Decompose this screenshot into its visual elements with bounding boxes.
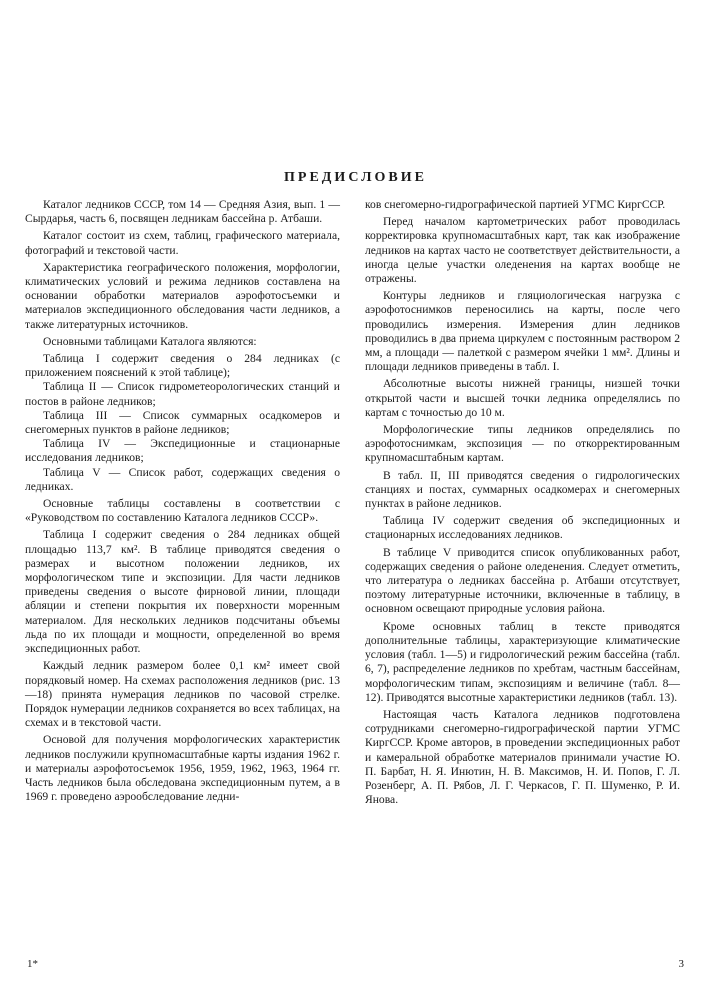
paragraph: Кроме основных таблиц в тексте приводятся дополнительные таблицы, характеризующие климатические условия (табл. 1—5) и гидрологический режим бассейна (табл. 6, 7), распределение ледников по хребтам, частным бассейнам, морфологическим типам, экспозициям и величине (табл. 8—12). Приводятся высотные характеристики ледников (табл. 13). bbox=[365, 619, 680, 704]
paragraph: Каталог ледников СССР, том 14 — Средняя Азия, вып. 1 — Сырдарья, часть 6, посвящен ледникам бассейна р. Атбаши. bbox=[25, 198, 340, 226]
paragraph: Таблица IV содержит сведения об экспедиционных и стационарных исследованиях ледников. bbox=[365, 514, 680, 542]
paragraph: Таблица V — Список работ, содержащих сведения о ледниках. bbox=[25, 465, 340, 493]
left-column bbox=[25, 198, 340, 807]
page-number: 3 bbox=[678, 958, 684, 970]
paragraph: Таблица I содержит сведения о 284 ледниках (с приложением пояснений к этой таблице); bbox=[25, 352, 340, 380]
paragraph: Абсолютные высоты нижней границы, низшей точки открытой части и высшей точки ледника определялись по картам с точностью до 10 м. bbox=[365, 377, 680, 419]
paragraph: Основой для получения морфологических характеристик ледников послужили крупномасштабные карты издания 1962 г. и материалы аэрофотосъемок 1956, 1959, 1962, 1963, 1964 гг. Часть ледников была обследована экспедиционным путем, а в 1969 г. проведено аэрообследование ледни- bbox=[25, 733, 340, 804]
paragraph: Таблица III — Список суммарных осадкомеров и снегомерных пунктов в районе ледников; bbox=[25, 408, 340, 437]
paragraph: Таблица II — Список гидрометеорологических станций и постов в районе ледников; bbox=[25, 380, 340, 408]
paragraph: В табл. II, III приводятся сведения о гидрологических станциях и постах, суммарных осадкомерах и снегомерных пунктах в районе ледников. bbox=[365, 468, 680, 511]
paragraph: Морфологические типы ледников определялись по аэрофотоснимкам, экспозиция — по откорректированным крупномасштабным картам. bbox=[365, 423, 680, 465]
right-column bbox=[365, 198, 680, 810]
paragraph: В таблице V приводится список опубликованных работ, содержащих сведения о районе оледенения. Следует отметить, что литература о ледниках бассейна р. Атбаши отсутствует, поэтому литературные источники, включенные в таблицу, в основном освещают природные условия района. bbox=[365, 545, 680, 616]
paragraph: Каталог состоит из схем, таблиц, графического материала, фотографий и текстовой части. bbox=[25, 229, 340, 257]
paragraph: Основными таблицами Каталога являются: bbox=[43, 334, 257, 348]
paragraph: Таблица IV — Экспедиционные и стационарные исследования ледников; bbox=[25, 437, 340, 465]
paragraph: ков снегомерно-гидрографической партией УГМС КиргССР. bbox=[365, 198, 666, 211]
paragraph: Контуры ледников и гляциологическая нагрузка с аэрофотоснимков переносились на карты, после чего проводились измерения. Измерения длин ледников проводились в два приема циркулем с постоянным раствором 2 мм, а площади — палеткой с размером ячейки 1 мм². Длины и площади ледников приведены в табл. I. bbox=[365, 289, 680, 374]
paragraph: Настоящая часть Каталога ледников подготовлена сотрудниками снегомерно-гидрографической партии УГМС КиргССР. Кроме авторов, в проведении экспедиционных работ и камеральной обработке материалов принимали участие Ю. П. Барбат, Н. Я. Инютин, Н. В. Максимов, Н. И. Попов, Г. Л. Розенберг, А. П. Рябов, Л. Г. Черкасов, Г. П. Шуменко, Р. И. Янова. bbox=[365, 707, 680, 807]
paragraph: Основные таблицы составлены в соответствии с «Руководством по составлению Каталога ледников СССР». bbox=[25, 497, 340, 525]
paragraph: Характеристика географического положения, морфологии, климатических условий и режима ледников составлена на основании обработки материалов аэрофотосъемки и материалов экспедиционного обследования части ледников, а также литературных источников. bbox=[25, 260, 340, 331]
signature-mark: 1* bbox=[27, 958, 38, 970]
paragraph: Перед началом картометрических работ проводилась корректировка крупномасштабных карт, так как изображение ледников на картах часто не соответствует действительности, а иногда целые участки оледенения на картах вообще не отражены. bbox=[365, 215, 680, 286]
paragraph: Каждый ледник размером более 0,1 км² имеет свой порядковый номер. На схемах расположения ледников (рис. 13—18) принята нумерация ледников по часовой стрелке. Порядок нумерации ледников сохраняется во всех таблицах, на схемах и в текстовой части. bbox=[25, 659, 340, 730]
page-title: ПРЕДИСЛОВИЕ bbox=[284, 170, 427, 185]
paragraph: Таблица I содержит сведения о 284 ледниках общей площадью 113,7 км². В таблице приводятся сведения о размерах и высотном положении ледников, их морфологическом типе и экспозиции. Для части ледников приведены сведения о высоте фирновой линии, площади абляции и степени покрытия их поверхности моренным материалом. Для нескольких ледников подсчитаны объемы льда по их площади и мощности, определенной во время экспедиционных работ. bbox=[25, 528, 340, 656]
